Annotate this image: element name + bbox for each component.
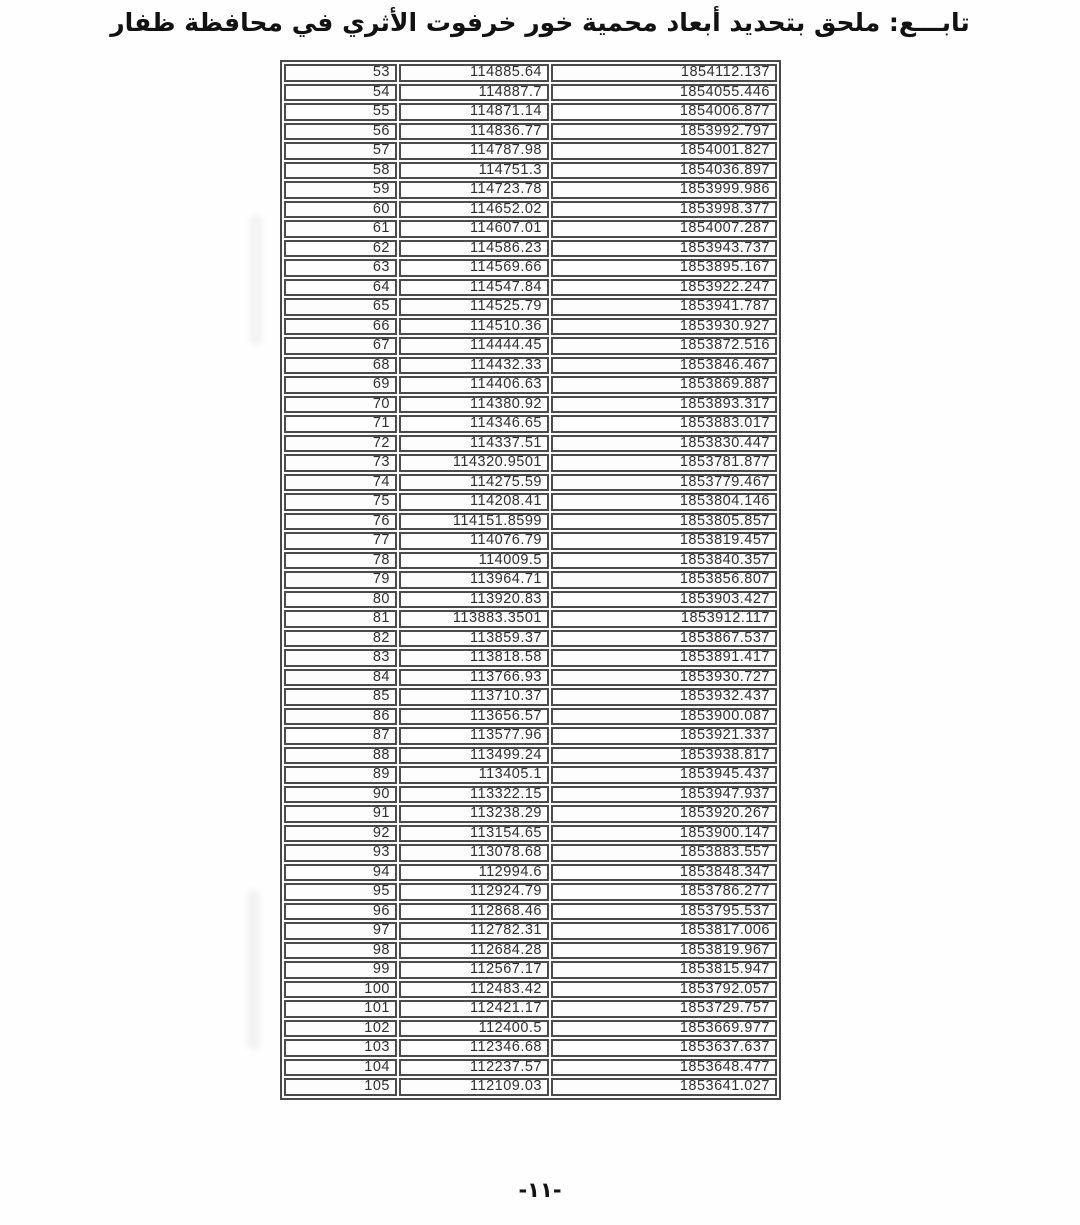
cell-easting: 114652.02 — [399, 201, 549, 219]
cell-northing: 1853920.267 — [551, 805, 777, 823]
cell-northing: 1853792.057 — [551, 981, 777, 999]
table-row — [284, 1000, 777, 1018]
cell-northing: 1853779.467 — [551, 474, 777, 492]
cell-northing: 1853883.017 — [551, 415, 777, 433]
table-row — [284, 571, 777, 589]
cell-point-number: 59 — [284, 181, 397, 199]
cell-northing: 1853992.797 — [551, 123, 777, 141]
cell-point-number: 61 — [284, 220, 397, 238]
cell-point-number: 65 — [284, 298, 397, 316]
table-row — [284, 318, 777, 336]
cell-easting: 113577.96 — [399, 727, 549, 745]
cell-point-number: 93 — [284, 844, 397, 862]
cell-point-number: 98 — [284, 942, 397, 960]
cell-northing: 1853669.977 — [551, 1020, 777, 1038]
cell-point-number: 87 — [284, 727, 397, 745]
cell-point-number: 105 — [284, 1078, 397, 1096]
cell-easting: 113405.1 — [399, 766, 549, 784]
table-row — [284, 162, 777, 180]
table-row — [284, 727, 777, 745]
table-row — [284, 942, 777, 960]
cell-point-number: 83 — [284, 649, 397, 667]
cell-easting: 114380.92 — [399, 396, 549, 414]
cell-easting: 114607.01 — [399, 220, 549, 238]
cell-point-number: 96 — [284, 903, 397, 921]
cell-northing: 1853869.887 — [551, 376, 777, 394]
cell-easting: 114836.77 — [399, 123, 549, 141]
table-row — [284, 961, 777, 979]
table-row — [284, 1020, 777, 1038]
cell-easting: 112684.28 — [399, 942, 549, 960]
table-row — [284, 688, 777, 706]
cell-point-number: 55 — [284, 103, 397, 121]
cell-northing: 1853930.927 — [551, 318, 777, 336]
table-row — [284, 493, 777, 511]
table-row — [284, 708, 777, 726]
cell-point-number: 99 — [284, 961, 397, 979]
cell-point-number: 90 — [284, 786, 397, 804]
cell-easting: 114885.64 — [399, 64, 549, 82]
cell-point-number: 94 — [284, 864, 397, 882]
cell-northing: 1853893.317 — [551, 396, 777, 414]
table-row — [284, 513, 777, 531]
cell-northing: 1853867.537 — [551, 630, 777, 648]
cell-easting: 113883.3501 — [399, 610, 549, 628]
table-row — [284, 1059, 777, 1077]
table-row — [284, 474, 777, 492]
cell-point-number: 71 — [284, 415, 397, 433]
cell-northing: 1854112.137 — [551, 64, 777, 82]
cell-easting: 114151.8599 — [399, 513, 549, 531]
cell-point-number: 86 — [284, 708, 397, 726]
cell-easting: 114871.14 — [399, 103, 549, 121]
cell-easting: 113710.37 — [399, 688, 549, 706]
table-row — [284, 649, 777, 667]
cell-point-number: 101 — [284, 1000, 397, 1018]
cell-point-number: 84 — [284, 669, 397, 687]
cell-northing: 1853805.857 — [551, 513, 777, 531]
table-row — [284, 220, 777, 238]
cell-point-number: 67 — [284, 337, 397, 355]
coordinates-table-body — [284, 64, 777, 1096]
cell-northing: 1853637.637 — [551, 1039, 777, 1057]
table-row — [284, 123, 777, 141]
cell-northing: 1853856.807 — [551, 571, 777, 589]
cell-point-number: 91 — [284, 805, 397, 823]
table-row — [284, 864, 777, 882]
cell-point-number: 64 — [284, 279, 397, 297]
cell-point-number: 76 — [284, 513, 397, 531]
table-row — [284, 747, 777, 765]
cell-point-number: 85 — [284, 688, 397, 706]
cell-easting: 113859.37 — [399, 630, 549, 648]
cell-northing: 1853945.437 — [551, 766, 777, 784]
cell-point-number: 62 — [284, 240, 397, 258]
cell-easting: 114208.41 — [399, 493, 549, 511]
table-row — [284, 64, 777, 82]
cell-northing: 1853891.417 — [551, 649, 777, 667]
cell-northing: 1853641.027 — [551, 1078, 777, 1096]
cell-northing: 1854036.897 — [551, 162, 777, 180]
table-row — [284, 552, 777, 570]
cell-point-number: 78 — [284, 552, 397, 570]
cell-point-number: 97 — [284, 922, 397, 940]
cell-northing: 1853938.817 — [551, 747, 777, 765]
scan-artifact — [250, 215, 262, 345]
cell-point-number: 80 — [284, 591, 397, 609]
cell-northing: 1853819.457 — [551, 532, 777, 550]
table-row — [284, 591, 777, 609]
cell-easting: 114787.98 — [399, 142, 549, 160]
table-row — [284, 1078, 777, 1096]
cell-easting: 114547.84 — [399, 279, 549, 297]
table-row — [284, 805, 777, 823]
cell-easting: 114432.33 — [399, 357, 549, 375]
cell-easting: 114406.63 — [399, 376, 549, 394]
table-row — [284, 415, 777, 433]
table-row — [284, 825, 777, 843]
cell-northing: 1853848.347 — [551, 864, 777, 882]
cell-easting: 112346.68 — [399, 1039, 549, 1057]
cell-easting: 113920.83 — [399, 591, 549, 609]
table-row — [284, 357, 777, 375]
cell-point-number: 53 — [284, 64, 397, 82]
cell-easting: 112400.5 — [399, 1020, 549, 1038]
cell-northing: 1853895.167 — [551, 259, 777, 277]
cell-northing: 1853781.877 — [551, 454, 777, 472]
cell-northing: 1853846.467 — [551, 357, 777, 375]
cell-point-number: 100 — [284, 981, 397, 999]
cell-northing: 1853815.947 — [551, 961, 777, 979]
cell-northing: 1853930.727 — [551, 669, 777, 687]
cell-northing: 1853947.937 — [551, 786, 777, 804]
cell-point-number: 70 — [284, 396, 397, 414]
cell-northing: 1853921.337 — [551, 727, 777, 745]
cell-northing: 1853999.986 — [551, 181, 777, 199]
cell-easting: 113964.71 — [399, 571, 549, 589]
cell-point-number: 58 — [284, 162, 397, 180]
table-row — [284, 981, 777, 999]
cell-easting: 114525.79 — [399, 298, 549, 316]
page-title: تابـــع: ملحق بتحديد أبعاد محمية خور خرفوت الأثري في محافظة ظفار — [110, 8, 970, 37]
table-row — [284, 240, 777, 258]
table-row — [284, 883, 777, 901]
cell-easting: 112868.46 — [399, 903, 549, 921]
cell-point-number: 95 — [284, 883, 397, 901]
table-row — [284, 376, 777, 394]
table-row — [284, 844, 777, 862]
table-row — [284, 1039, 777, 1057]
cell-easting: 113154.65 — [399, 825, 549, 843]
table-row — [284, 396, 777, 414]
cell-northing: 1853830.447 — [551, 435, 777, 453]
cell-point-number: 75 — [284, 493, 397, 511]
scan-artifact — [247, 890, 260, 1050]
page-number: -١١- — [518, 1178, 562, 1202]
table-row — [284, 337, 777, 355]
cell-northing: 1853786.277 — [551, 883, 777, 901]
cell-northing: 1853900.147 — [551, 825, 777, 843]
cell-easting: 113078.68 — [399, 844, 549, 862]
table-row — [284, 279, 777, 297]
cell-northing: 1853943.737 — [551, 240, 777, 258]
cell-point-number: 63 — [284, 259, 397, 277]
cell-point-number: 54 — [284, 84, 397, 102]
table-row — [284, 454, 777, 472]
table-row — [284, 298, 777, 316]
cell-easting: 114337.51 — [399, 435, 549, 453]
cell-easting: 114009.5 — [399, 552, 549, 570]
cell-northing: 1853900.087 — [551, 708, 777, 726]
cell-northing: 1853912.117 — [551, 610, 777, 628]
cell-northing: 1853922.247 — [551, 279, 777, 297]
table-row — [284, 786, 777, 804]
cell-point-number: 66 — [284, 318, 397, 336]
cell-easting: 112782.31 — [399, 922, 549, 940]
cell-point-number: 102 — [284, 1020, 397, 1038]
table-row — [284, 903, 777, 921]
cell-easting: 113656.57 — [399, 708, 549, 726]
cell-point-number: 69 — [284, 376, 397, 394]
cell-easting: 114569.66 — [399, 259, 549, 277]
cell-northing: 1853840.357 — [551, 552, 777, 570]
cell-point-number: 77 — [284, 532, 397, 550]
cell-northing: 1853817.006 — [551, 922, 777, 940]
cell-easting: 113322.15 — [399, 786, 549, 804]
cell-northing: 1853872.516 — [551, 337, 777, 355]
table-row — [284, 181, 777, 199]
table-row — [284, 766, 777, 784]
cell-northing: 1854001.827 — [551, 142, 777, 160]
cell-northing: 1853932.437 — [551, 688, 777, 706]
cell-easting: 113499.24 — [399, 747, 549, 765]
cell-point-number: 89 — [284, 766, 397, 784]
cell-northing: 1853903.427 — [551, 591, 777, 609]
cell-point-number: 103 — [284, 1039, 397, 1057]
cell-easting: 112994.6 — [399, 864, 549, 882]
cell-easting: 112421.17 — [399, 1000, 549, 1018]
cell-easting: 114751.3 — [399, 162, 549, 180]
table-row — [284, 201, 777, 219]
cell-easting: 114346.65 — [399, 415, 549, 433]
cell-easting: 114076.79 — [399, 532, 549, 550]
cell-point-number: 57 — [284, 142, 397, 160]
coordinates-table — [280, 60, 781, 1100]
cell-easting: 112924.79 — [399, 883, 549, 901]
cell-northing: 1854055.446 — [551, 84, 777, 102]
cell-easting: 112237.57 — [399, 1059, 549, 1077]
cell-northing: 1854007.287 — [551, 220, 777, 238]
cell-northing: 1853941.787 — [551, 298, 777, 316]
cell-northing: 1853795.537 — [551, 903, 777, 921]
cell-northing: 1854006.877 — [551, 103, 777, 121]
table-row — [284, 103, 777, 121]
cell-easting: 113766.93 — [399, 669, 549, 687]
cell-point-number: 74 — [284, 474, 397, 492]
cell-easting: 114444.45 — [399, 337, 549, 355]
table-row — [284, 259, 777, 277]
cell-point-number: 104 — [284, 1059, 397, 1077]
cell-easting: 114887.7 — [399, 84, 549, 102]
cell-northing: 1853729.757 — [551, 1000, 777, 1018]
cell-northing: 1853883.557 — [551, 844, 777, 862]
cell-easting: 113818.58 — [399, 649, 549, 667]
cell-northing: 1853998.377 — [551, 201, 777, 219]
table-row — [284, 922, 777, 940]
cell-easting: 114320.9501 — [399, 454, 549, 472]
table-row — [284, 630, 777, 648]
table-row — [284, 435, 777, 453]
cell-easting: 114723.78 — [399, 181, 549, 199]
cell-point-number: 56 — [284, 123, 397, 141]
cell-easting: 113238.29 — [399, 805, 549, 823]
cell-point-number: 88 — [284, 747, 397, 765]
cell-northing: 1853648.477 — [551, 1059, 777, 1077]
table-row — [284, 84, 777, 102]
cell-point-number: 92 — [284, 825, 397, 843]
cell-point-number: 82 — [284, 630, 397, 648]
table-row — [284, 610, 777, 628]
cell-point-number: 72 — [284, 435, 397, 453]
cell-point-number: 73 — [284, 454, 397, 472]
cell-easting: 114275.59 — [399, 474, 549, 492]
cell-northing: 1853804.146 — [551, 493, 777, 511]
table-row — [284, 142, 777, 160]
cell-northing: 1853819.967 — [551, 942, 777, 960]
cell-point-number: 79 — [284, 571, 397, 589]
cell-easting: 112109.03 — [399, 1078, 549, 1096]
cell-easting: 114510.36 — [399, 318, 549, 336]
cell-point-number: 68 — [284, 357, 397, 375]
cell-easting: 112567.17 — [399, 961, 549, 979]
cell-easting: 112483.42 — [399, 981, 549, 999]
cell-point-number: 60 — [284, 201, 397, 219]
cell-point-number: 81 — [284, 610, 397, 628]
cell-easting: 114586.23 — [399, 240, 549, 258]
table-row — [284, 669, 777, 687]
table-row — [284, 532, 777, 550]
